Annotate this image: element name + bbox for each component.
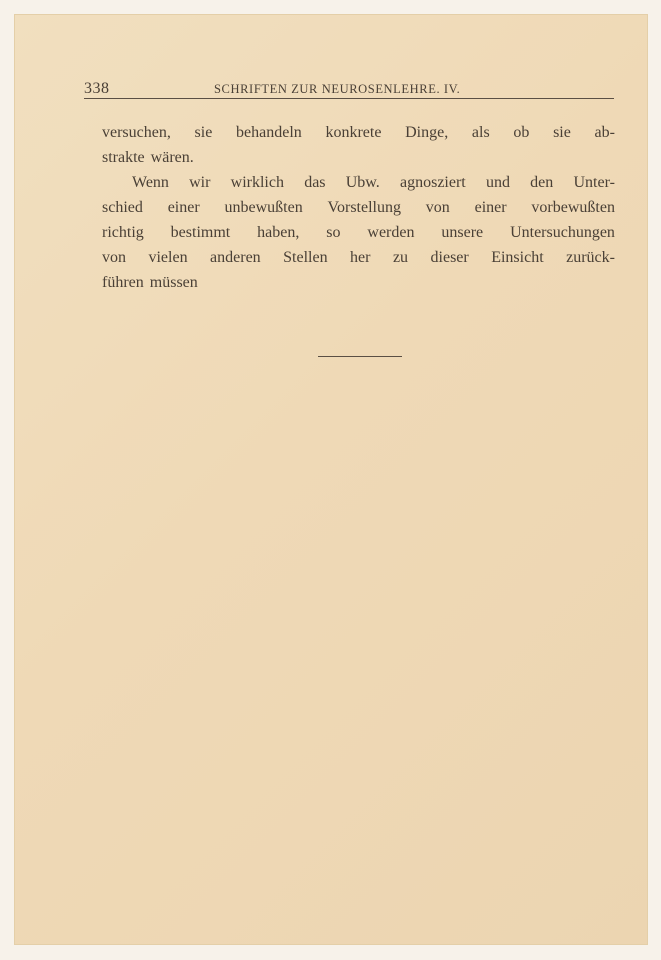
text-line [102,220,615,245]
running-head-title: SCHRIFTEN ZUR NEUROSENLEHRE. IV. [214,82,461,96]
word: agnosziert [400,174,466,191]
body-text [102,120,615,295]
word: bestimmt [170,224,231,241]
word: Stellen [283,249,328,266]
word: sie [553,124,571,141]
word: unbewußten [224,199,303,216]
word: müssen [149,274,198,291]
word: strakte [102,149,145,166]
word: vielen [148,249,188,266]
word: einer [474,199,507,216]
word: Vorstellung [327,199,401,216]
word: vorbewußten [531,199,615,216]
header-rule [84,98,614,99]
word: ab- [594,124,615,141]
running-head [84,80,614,100]
word: so [326,224,341,241]
word: den [530,174,554,191]
text-line [102,245,615,270]
word: einer [167,199,200,216]
word: das [304,174,326,191]
word: von [425,199,450,216]
end-rule [318,356,402,357]
word: anderen [210,249,261,266]
word: dieser [430,249,469,266]
word: Dinge, [405,124,449,141]
text-line [102,270,615,295]
text-line [102,170,615,195]
word: zu [392,249,409,266]
word: her [350,249,371,266]
text-line [102,120,615,145]
word: richtig [102,224,144,241]
word: unsere [441,224,484,241]
word: Einsicht [491,249,544,266]
word: konkrete [325,124,382,141]
word: wir [189,174,211,191]
word: sie [194,124,213,141]
word: Wenn [132,174,169,191]
word: Unter- [573,174,615,191]
word: wären. [150,149,194,166]
text-line [102,145,615,170]
word: und [485,174,510,191]
word: werden [367,224,415,241]
word: wirklich [230,174,284,191]
word: führen [102,274,144,291]
text-line [102,195,615,220]
word: behandeln [236,124,302,141]
word: Ubw. [345,174,380,191]
page-number: 338 [84,80,110,97]
word: schied [102,199,143,216]
word: versuchen, [102,124,171,141]
word: haben, [257,224,300,241]
word: zurück- [566,249,615,266]
word: ob [513,124,530,141]
word: von [102,249,126,266]
word: als [471,124,490,141]
word: Untersuchungen [510,224,615,241]
